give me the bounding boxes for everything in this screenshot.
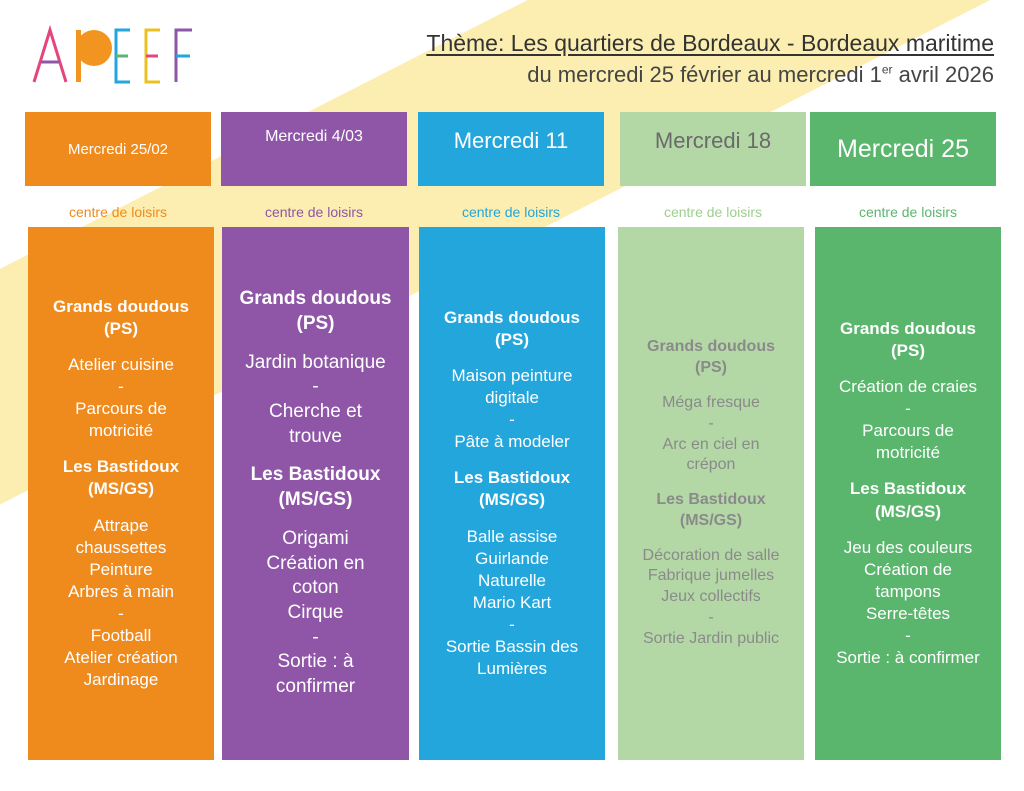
date-range-sup: er (881, 62, 893, 77)
activity-line: crépon (686, 456, 736, 474)
activity-line: chaussettes (75, 537, 167, 557)
activity-line: confirmer (275, 675, 356, 697)
day-header-2: Mercredi 11 (418, 112, 604, 186)
activity-line: Sortie : à confirmer (836, 648, 980, 668)
activities-box-4 (815, 227, 1001, 760)
activity-line: Arbres à main (68, 581, 174, 601)
date-range-prefix: du mercredi 25 février au mercredi 1 (527, 62, 882, 87)
activity-line: Méga fresque (662, 393, 760, 411)
activity-line: - (509, 614, 515, 634)
activity-line: Mario Kart (472, 592, 552, 612)
day-header-0: Mercredi 25/02 (25, 112, 211, 186)
activity-line: - (118, 603, 124, 623)
day-header-1: Mercredi 4/03 (221, 112, 407, 186)
group-label: Grands doudous (444, 307, 580, 327)
activities-box-2 (419, 227, 605, 760)
activity-line: Attrape (93, 515, 149, 535)
centre-label-2: centre de loisirs (461, 204, 561, 220)
group-label: Les Bastidoux (453, 468, 571, 488)
activity-line: Arc en ciel en (662, 435, 760, 453)
activity-line: Décoration de salle (642, 546, 780, 564)
group-label: (MS/GS) (874, 501, 942, 521)
activity-line: - (312, 376, 319, 398)
activity-line: Origami (282, 527, 349, 549)
centre-label-1: centre de loisirs (264, 204, 364, 220)
activity-line: - (509, 410, 515, 430)
group-label: Grands doudous (840, 318, 976, 338)
activity-line: Cirque (287, 601, 344, 623)
activity-line: coton (292, 577, 339, 599)
date-range-suffix: avril 2026 (892, 62, 994, 87)
centre-label-3: centre de loisirs (663, 204, 763, 220)
activity-line: Pâte à modeler (454, 432, 570, 452)
group-label: (PS) (495, 329, 529, 349)
activity-line: Parcours de (75, 399, 167, 419)
group-label: (PS) (891, 340, 925, 360)
apeef-logo (30, 22, 210, 88)
activity-line: Fabrique jumelles (647, 567, 775, 585)
activity-line: Atelier cuisine (68, 354, 174, 374)
activity-line: Sortie Bassin des (445, 637, 579, 657)
activity-line: Jeux collectifs (661, 588, 761, 606)
day-header-3: Mercredi 18 (620, 112, 806, 186)
activity-line: - (708, 609, 714, 627)
page-title: Thème: Les quartiers de Bordeaux - Bordeaux maritime (426, 30, 994, 56)
group-label: Grands doudous (53, 296, 189, 316)
activity-line: motricité (875, 443, 941, 463)
activity-line: - (118, 377, 124, 397)
group-label: (MS/GS) (278, 489, 353, 511)
activity-line: Serre-têtes (865, 603, 951, 623)
day-header-4: Mercredi 25 (810, 112, 996, 186)
centre-label-4: centre de loisirs (858, 204, 958, 220)
centre-label-0: centre de loisirs (68, 204, 168, 220)
group-label: (PS) (104, 318, 138, 338)
activity-line: Création de (864, 559, 952, 579)
group-label: (PS) (695, 359, 727, 377)
group-label: Grands doudous (647, 338, 775, 356)
activity-line: - (312, 626, 319, 648)
activity-line: trouve (289, 425, 342, 447)
activity-line: - (708, 414, 714, 432)
activity-line: Balle assise (466, 526, 558, 546)
activity-line: Jardin botanique (245, 351, 386, 373)
activities-box-1 (222, 227, 409, 760)
activity-line: Maison peinture (451, 365, 573, 385)
group-label: (MS/GS) (478, 490, 546, 510)
activity-line: Création en (266, 552, 365, 574)
activity-line: Jeu des couleurs (843, 537, 973, 557)
group-label: (MS/GS) (87, 479, 155, 499)
group-label: Les Bastidoux (849, 479, 967, 499)
group-label: Grands doudous (239, 288, 392, 310)
activity-line: Peinture (89, 559, 153, 579)
activity-line: digitale (485, 388, 539, 408)
group-label: Les Bastidoux (656, 491, 766, 509)
group-label: (PS) (296, 313, 335, 335)
activity-line: Sortie Jardin public (642, 629, 780, 647)
activities-box-3 (618, 227, 804, 760)
group-label: Les Bastidoux (62, 457, 180, 477)
activity-line: motricité (88, 421, 154, 441)
activity-line: Guirlande (475, 548, 549, 568)
activity-line: Naturelle (477, 570, 547, 590)
date-range (527, 62, 994, 88)
activity-line: Lumières (477, 659, 547, 679)
activity-line: Création de craies (839, 377, 977, 397)
activity-line: Cherche et (269, 401, 362, 423)
activity-line: Atelier création (64, 648, 178, 668)
group-label: Les Bastidoux (250, 464, 381, 486)
activity-line: - (905, 399, 911, 419)
activity-line: Football (90, 625, 152, 645)
activity-line: - (905, 625, 911, 645)
group-label: (MS/GS) (679, 511, 743, 529)
activity-line: Parcours de (862, 421, 954, 441)
activity-line: Jardinage (83, 670, 159, 690)
activities-box-0 (28, 227, 214, 760)
activity-line: Sortie : à (277, 651, 354, 673)
activity-line: tampons (875, 581, 941, 601)
